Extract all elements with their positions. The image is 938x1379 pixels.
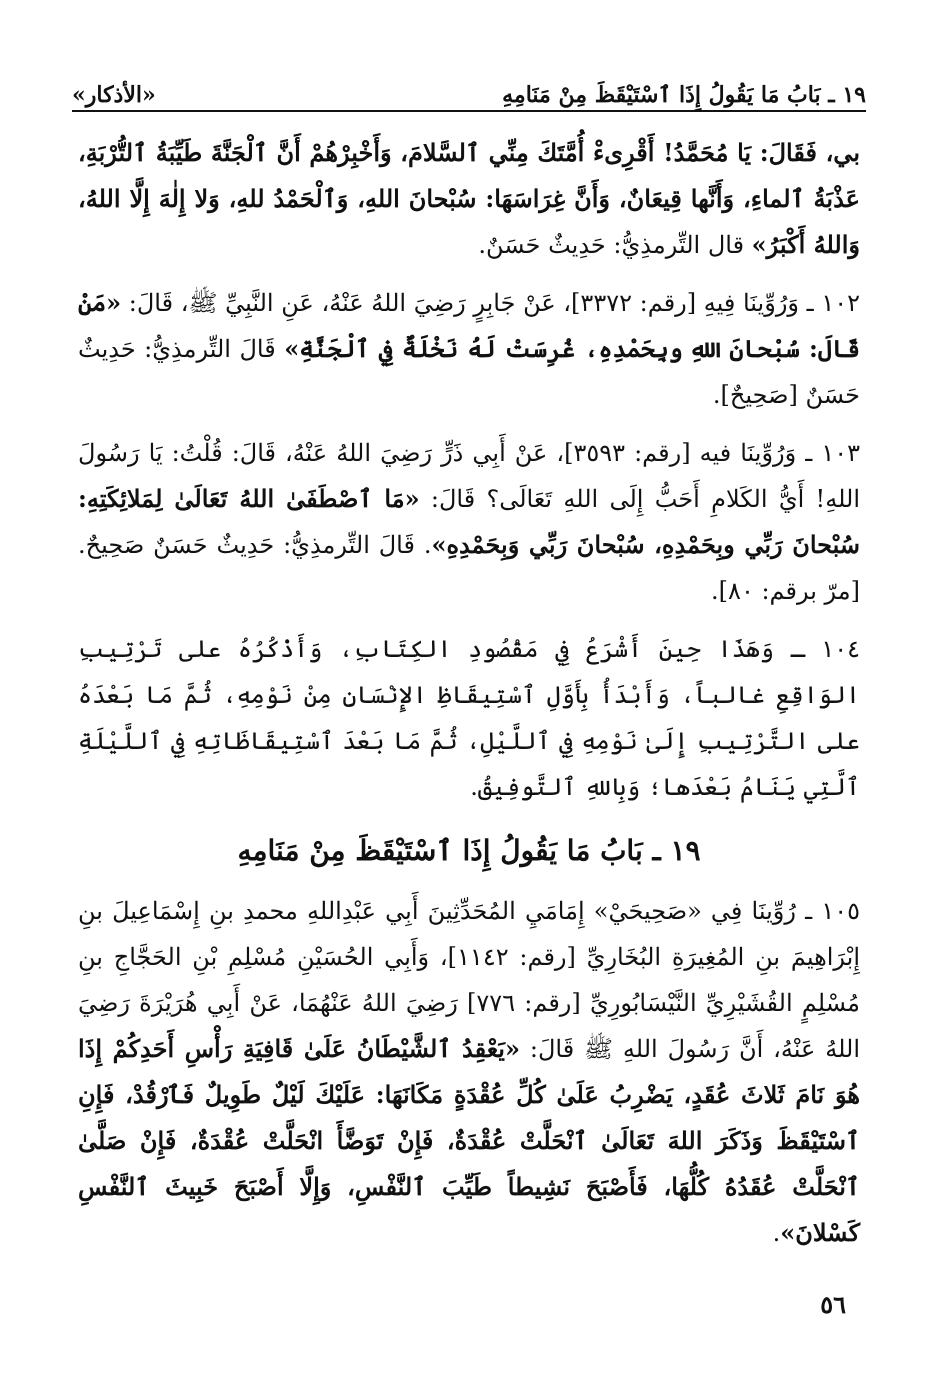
- paragraph-104: ١٠٤ ـ وَهَذَا حِينَ أَشْرَعُ فِي مَقْصُودِ الكِتَابِ، وَأَذْكُرُهُ على تَرْتِيبِ الوَاقِعِ غالباً، وَأَبْدَأُ بِأَوَّلِ ٱسْتِيقَاظِ الإِنْسَانِ مِنْ نَوْمِهِ، ثُمَّ مَا بَعْدَهُ على التَّرْتِيبِ إِلَىٰ نَوْمِهِ فِي ٱللَّيْلِ، ثُمَّ مَا بَعْدَ ٱسْتِيقَاظَاتِهِ فِي ٱللَّيْلَةِ ٱلَّتِي يَنَامُ بَعْدَها؛ وَبِاللهِ ٱلتَّوفِيقُ.: [78, 635, 860, 801]
- chapter-title: ١٩ ـ بَابُ مَا يَقُولُ إِذَا ٱسْتَيْقَظَ مِنْ مَنَامِهِ: [502, 82, 866, 108]
- paragraph-103: ١٠٣ ـ وَرُوِّينَا فيه [رقم: ٣٥٩٣]، عَنْ أَبِي ذَرٍّ رَضِيَ اللهُ عَنْهُ، قَالَ: قُلْتُ: يَا رَسُولَ اللهِ! أَيُّ الكَلامِ أَحَبُّ إِلَى اللهِ تَعَالَى؟ قَالَ: «مَا ٱصْطَفَىٰ اللهُ تَعَالَىٰ لِمَلائِكَتِهِ: سُبْحانَ رَبِّي وبِحَمْدِهِ، سُبْحانَ رَبِّي وَبِحَمْدِهِ». قَالَ التِّرمذِيُّ: حَدِيثٌ حَسَنٌ صَحِيحٌ. [مرّ برقم: ٨٠].: [78, 439, 860, 605]
- header-rule: [72, 110, 866, 112]
- paragraph-continuation: بي، فَقَالَ: يَا مُحَمَّدُ! أَقْرِىءْ أُمَّتَكَ مِنِّي ٱلسَّلامَ، وَأَخْبِرْهُمْ أَنَّ ٱلْجَنَّةَ طَيِّبَةُ ٱلتُّرْبَةِ، عَذْبَةُ ٱلماءِ، وَأَنَّها قِيعَانٌ، وَأَنَّ غِرَاسَهَا: سُبْحانَ اللهِ، وَٱلْحَمْدُ للهِ، وَلا إِلٰهَ إِلَّا اللهُ، وَاللهُ أَكْبَرُ» قال التِّرمذِيُّ: حَدِيثٌ حَسَنٌ.: [78, 138, 860, 259]
- hadith-text: «يَعْقِدُ ٱلشَّيْطَانُ عَلَىٰ قَافِيَةِ رَأْسِ أَحَدِكُمْ إِذَا هُوَ نَامَ ثَلاثَ عُقَدٍ، يَضْرِبُ عَلَىٰ كُلِّ عُقْدَةٍ مَكَانَهَا: عَلَيْكَ لَيْلٌ طَوِيلٌ فَٱرْقُدْ، فَإِنِ ٱسْتَيْقَظَ وَذَكَرَ اللهَ تَعَالَىٰ ٱنْحَلَّتْ عُقْدَةٌ، فَإِنْ تَوَضَّأَ انْحَلَّتْ عُقْدَةٌ، فَإِنْ صَلَّىٰ ٱنْحَلَّتْ عُقَدُهُ كُلُّهَا، فَأَصْبَحَ نَشِيطاً طَيِّبَ ٱلنَّفْسِ، وَإِلَّا أَصْبَحَ خَبِيثَ ٱلنَّفْسِ كَسْلانَ»: [78, 1034, 861, 1247]
- body-text: [78, 130, 860, 1268]
- hadith-text: بي، فَقَالَ: يَا مُحَمَّدُ! أَقْرِىءْ أُمَّتَكَ مِنِّي ٱلسَّلامَ، وَأَخْبِرْهُمْ أَنَّ ٱلْجَنَّةَ طَيِّبَةُ ٱلتُّرْبَةِ، عَذْبَةُ ٱلماءِ، وَأَنَّها قِيعَانٌ، وَأَنَّ غِرَاسَهَا: سُبْحانَ اللهِ، وَٱلْحَمْدُ للهِ، وَلا إِلٰهَ إِلَّا اللهُ، وَاللهُ أَكْبَرُ»: [78, 138, 860, 259]
- hadith-text: «مَنْ قَالَ: سُبْحانَ اللهِ وبِحَمْدِهِ، غُرِسَتْ لَهُ نَخْلَةٌ فِي ٱلْجَنَّةِ»: [78, 288, 861, 363]
- running-head: [72, 60, 866, 108]
- book-title: «الأذكار»: [72, 82, 156, 108]
- page-number: ٥٦: [820, 1290, 846, 1319]
- paragraph-102: ١٠٢ ـ وَرُوِّينَا فِيهِ [رقم: ٣٣٧٢]، عَنْ جَابِرٍ رَضِيَ اللهُ عَنْهُ، عَنِ النَّبِيِّ ﷺ، قَالَ: «مَنْ قَالَ: سُبْحانَ اللهِ وبِحَمْدِهِ، غُرِسَتْ لَهُ نَخْلَةٌ فِي ٱلْجَنَّةِ» قَالَ التِّرمذِيُّ: حَدِيثٌ حَسَنٌ [صَحِيحٌ].: [78, 288, 861, 409]
- section-heading: ١٩ ـ بَابُ مَا يَقُولُ إِذَا ٱسْتَيْقَظَ مِنْ مَنَامِهِ: [237, 834, 701, 867]
- paragraph-105: ١٠٥ ـ رُوِّينَا فِي «صَحِيحَيْ» إِمَامَيِ المُحَدِّثِينَ أَبِي عَبْدِاللهِ محمدِ بنِ إِسْمَاعِيلَ بنِ إِبْرَاهِيمَ بنِ المُغِيرَةِ البُخَارِيِّ [رقم: ١١٤٢]، وَأَبِي الحُسَيْنِ مُسْلِمِ بْنِ الحَجَّاجِ بنِ مُسْلِمٍ القُشَيْرِيِّ النَّيْسَابُورِيِّ [رقم: ٧٧٦] رَضِيَ اللهُ عَنْهُمَا، عَنْ أَبِي هُرَيْرَةَ رَضِيَ اللهُ عَنْهُ، أَنَّ رَسُولَ اللهِ ﷺ قَالَ: «يَعْقِدُ ٱلشَّيْطَانُ عَلَىٰ قَافِيَةِ رَأْسِ أَحَدِكُمْ إِذَا هُوَ نَامَ ثَلاثَ عُقَدٍ، يَضْرِبُ عَلَىٰ كُلِّ عُقْدَةٍ مَكَانَهَا: عَلَيْكَ لَيْلٌ طَوِيلٌ فَٱرْقُدْ، فَإِنِ ٱسْتَيْقَظَ وَذَكَرَ اللهَ تَعَالَىٰ ٱنْحَلَّتْ عُقْدَةٌ، فَإِنْ تَوَضَّأَ انْحَلَّتْ عُقْدَةٌ، فَإِنْ صَلَّىٰ ٱنْحَلَّتْ عُقَدُهُ كُلُّهَا، فَأَصْبَحَ نَشِيطاً طَيِّبَ ٱلنَّفْسِ، وَإِلَّا أَصْبَحَ خَبِيثَ ٱلنَّفْسِ كَسْلانَ».: [78, 897, 861, 1247]
- hadith-text: «مَا ٱصْطَفَىٰ اللهُ تَعَالَىٰ لِمَلائِكَتِهِ: سُبْحانَ رَبِّي وبِحَمْدِهِ، سُبْحانَ رَبِّي وَبِحَمْدِهِ»: [78, 484, 860, 559]
